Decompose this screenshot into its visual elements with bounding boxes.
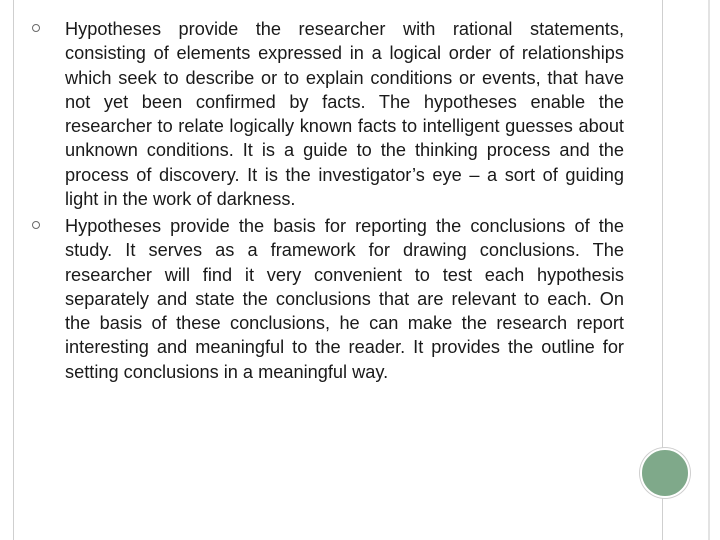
bullet-text: Hypotheses provide the researcher with rational statements, consisting of elements expressed in a logical order of relationships which seek to describe or to explain conditions or events, that have not yet been confirmed by facts. The hypotheses enable the researcher to relate logically known facts to intelligent guesses about unknown conditions. It is a guide to the thinking process and the process of discovery. It is the investigator’s eye – a sort of guiding light in the work of darkness.: [65, 19, 624, 209]
hollow-circle-bullet-icon: [32, 24, 40, 32]
bullet-text: Hypotheses provide the basis for reporting the conclusions of the study. It serves as a framework for drawing conclusions. The researcher will find it very convenient to test each hypothesis separately and state the conclusions that are relevant to each. On the basis of these conclusions, he can make the research report interesting and meaningful to the reader. It provides the outline for setting conclusions in a meaningful way.: [65, 216, 624, 382]
right-border-line-top: [662, 0, 663, 448]
hollow-circle-bullet-icon: [32, 221, 40, 229]
bullet-list: [32, 17, 624, 387]
decorative-circle-icon: [640, 448, 690, 498]
bullet-item: [32, 214, 624, 384]
right-border-line-bottom: [662, 496, 663, 540]
right-edge-line: [708, 0, 710, 540]
left-border-line: [13, 0, 14, 540]
bullet-item: [32, 17, 624, 211]
